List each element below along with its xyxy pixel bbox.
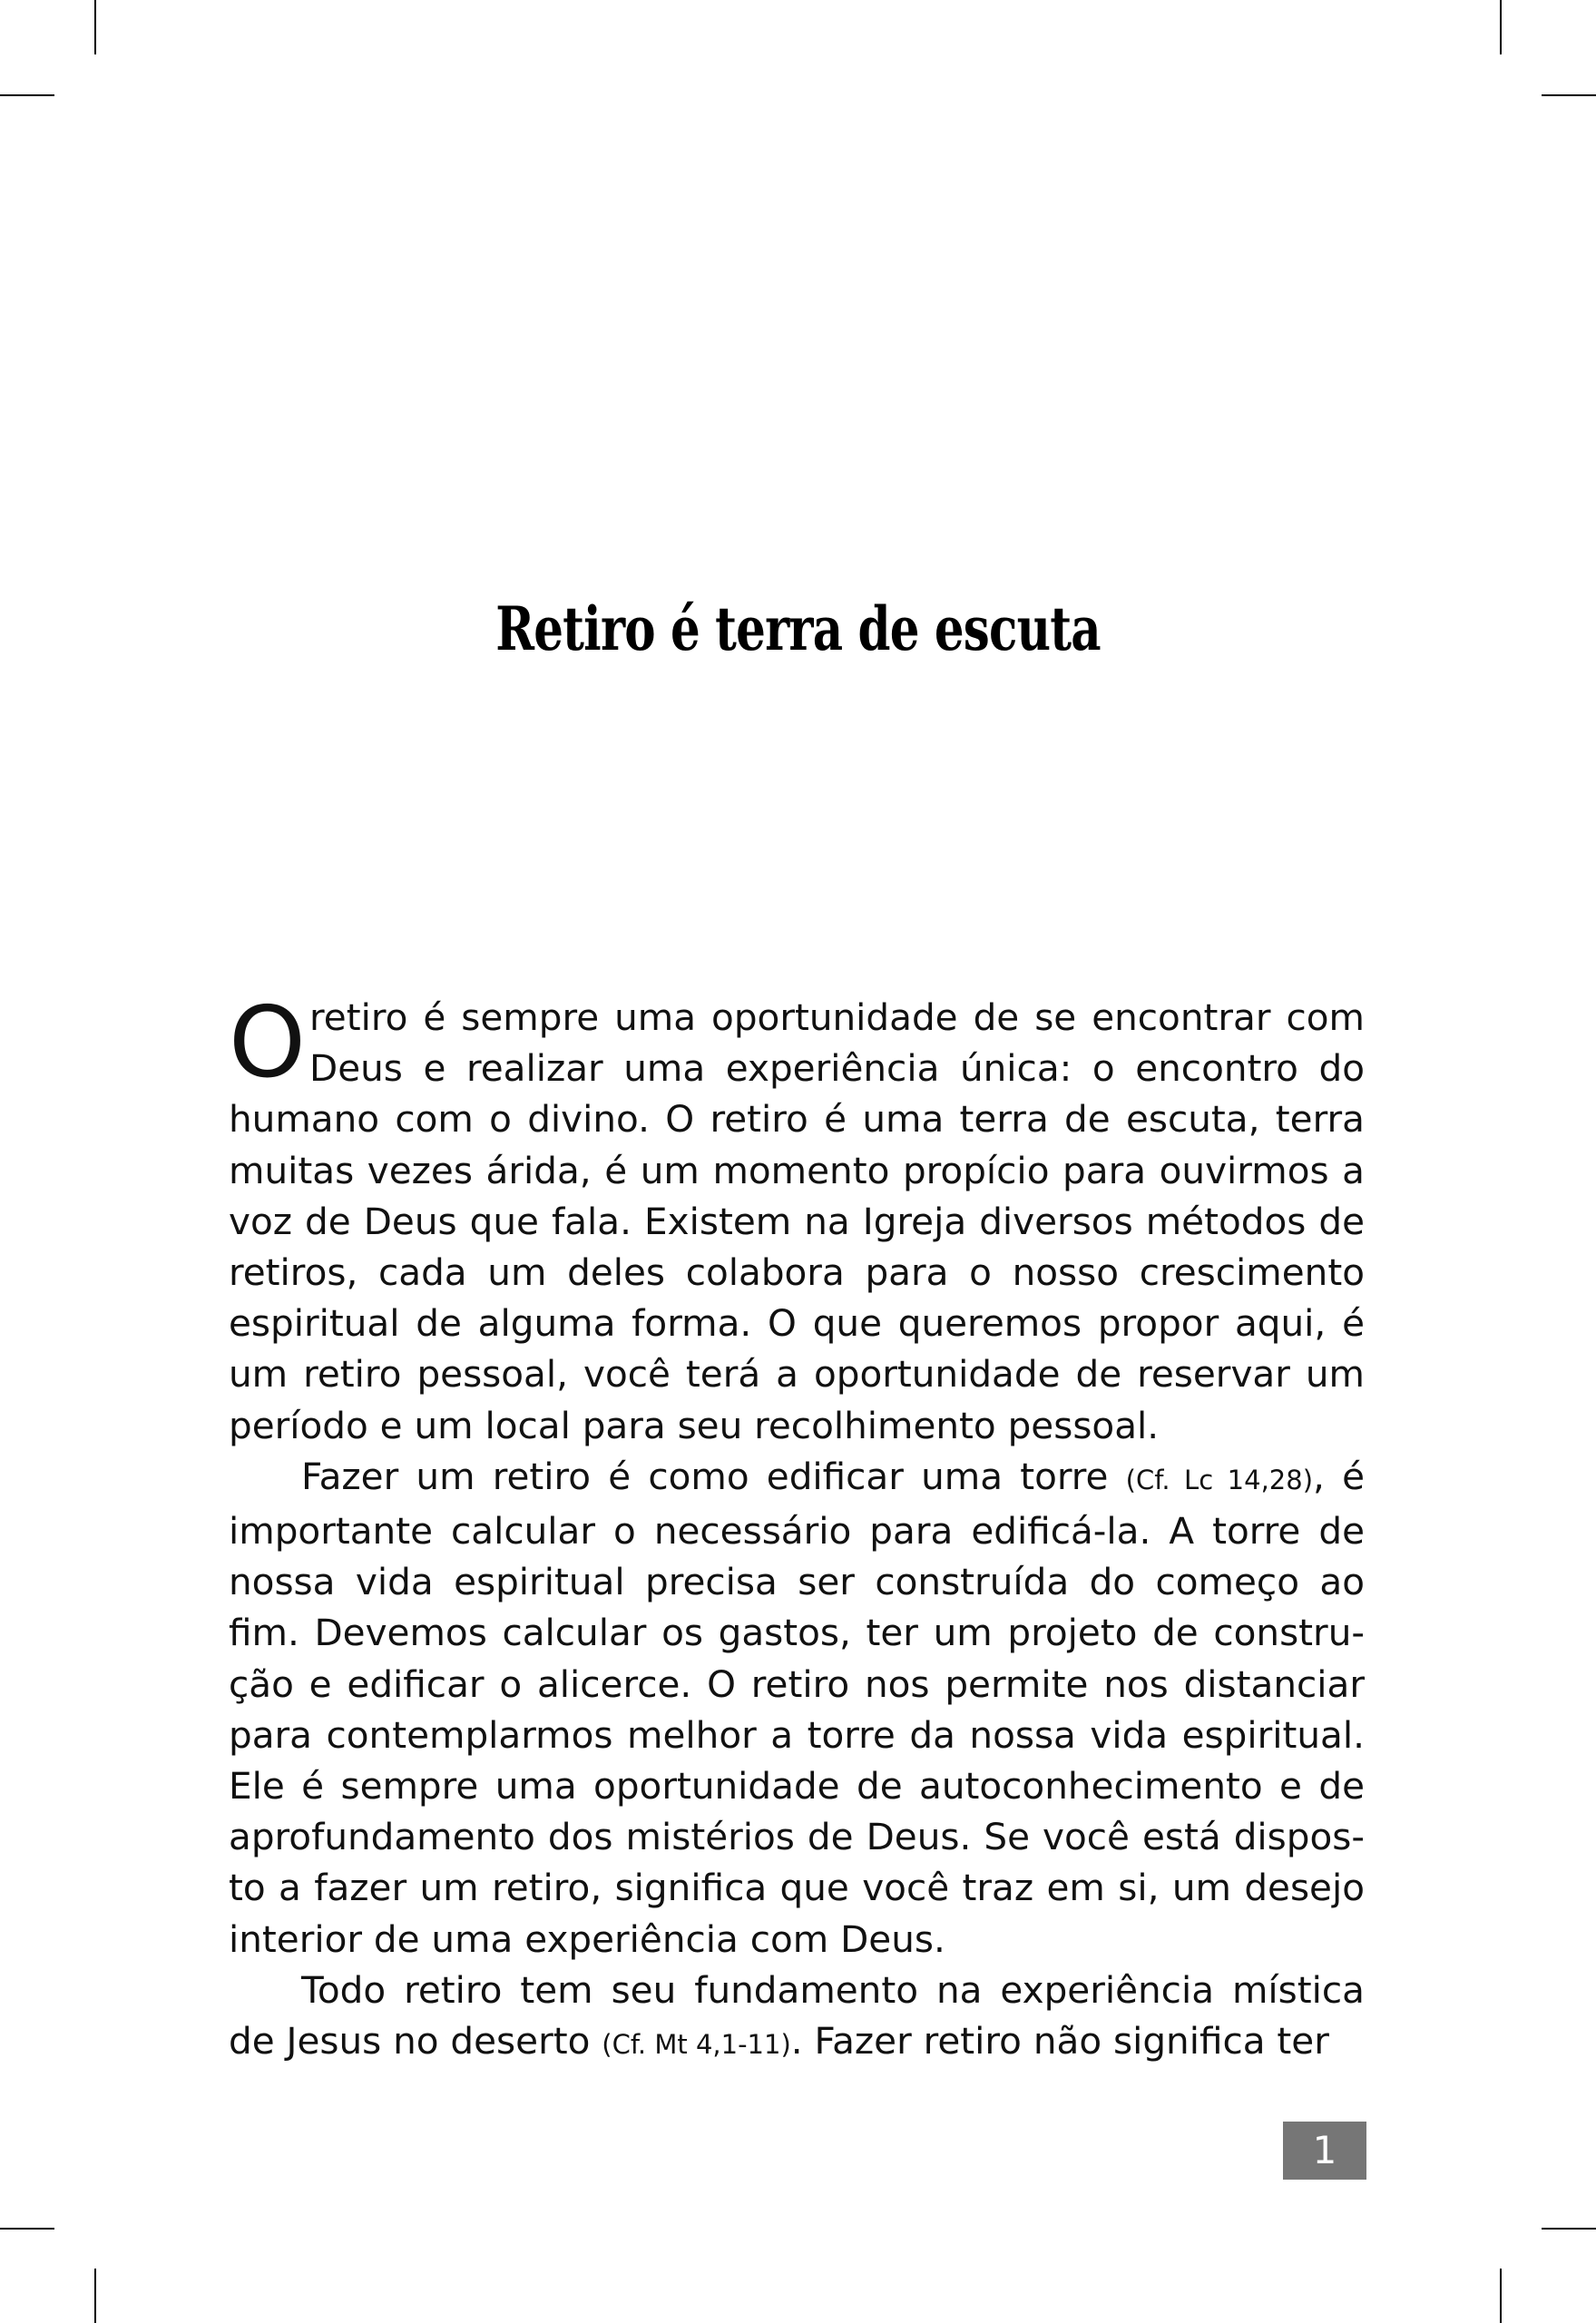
paragraph-3-after: . Fazer retiro não significa ter	[790, 2019, 1329, 2063]
paragraph-1-text: retiro é sempre uma oportunidade de se encontrar com Deus e realizar uma experiência única: o encontro do humano com o divino. O retiro é uma terra de escuta, terra muitas vezes árida, é um momento propício para ouvirmos a voz de Deus que fala. Existem na Igreja diversos métodos de retiros, cada um deles colabora para o nosso crescimento espiritual de alguma forma. O que queremos propor aqui, é um retiro pessoal, você terá a oportunidade de reservar um período e um local para seu recolhimento pessoal.	[229, 995, 1365, 1447]
crop-mark-bottom-right-h	[1542, 2228, 1596, 2230]
paragraph-2	[229, 1451, 1365, 1965]
paragraph-1	[229, 986, 1365, 1451]
paragraph-2-after: , é importante calcular o necessário para edificá-la. A torre de nossa vida espiritual precisa ser construída do começo ao fim. Devemos calcular os gastos, ter um projeto de construção e edificar o alicerce. O retiro nos permite nos distanciar para contemplarmos melhor a torre da nossa vida espiritual. Ele é sempre uma oportunidade de autoconhecimento e de aprofundamento dos mistérios de Deus. Se você está disposto a fazer um retiro, significa que você traz em si, um desejo interior de uma experiência com Deus.	[229, 1454, 1365, 1961]
crop-mark-bottom-left-h	[0, 2228, 54, 2230]
body-text	[229, 986, 1365, 2070]
page-number-badge: 1	[1283, 2122, 1366, 2180]
crop-mark-top-left-h	[0, 94, 54, 96]
crop-mark-top-right	[1500, 0, 1502, 54]
crop-mark-top-left	[94, 0, 96, 54]
paragraph-2-before: Fazer um retiro é como edificar uma torre	[301, 1454, 1126, 1498]
crop-mark-bottom-right	[1500, 2269, 1502, 2323]
crop-mark-top-right-h	[1542, 94, 1596, 96]
citation-mt: (Cf. Mt 4,1-11)	[602, 2029, 791, 2061]
drop-cap: O	[229, 986, 307, 1100]
paragraph-3-before: Todo retiro tem seu fundamento na experiência mística de Jesus no deserto	[229, 1967, 1365, 2063]
paragraph-3	[229, 1965, 1365, 2070]
crop-mark-bottom-left	[94, 2269, 96, 2323]
chapter-title: Retiro é terra de escuta	[495, 593, 1101, 665]
citation-lc: (Cf. Lc 14,28)	[1125, 1464, 1314, 1495]
